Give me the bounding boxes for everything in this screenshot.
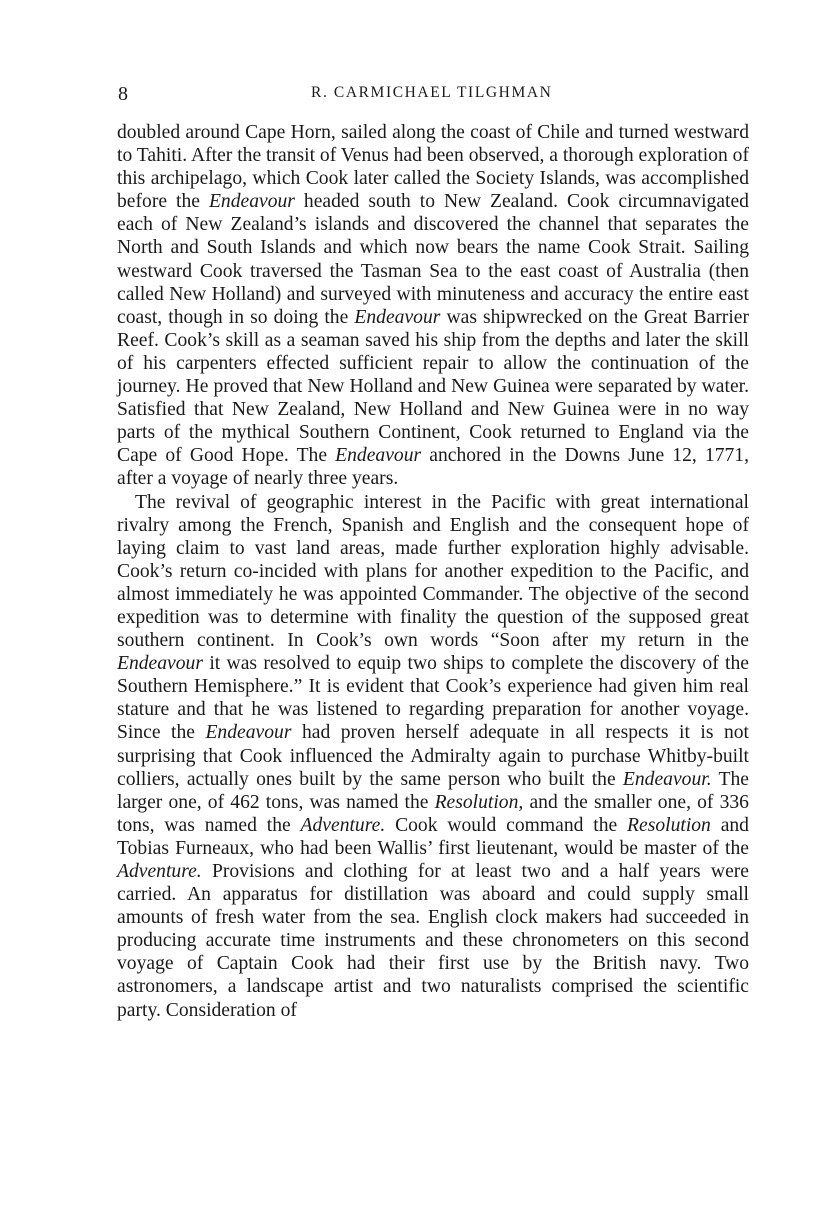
ship-name: Endeavour — [205, 722, 292, 744]
text-run: Provisions and clothing for at least two and a half years were carried. An apparatus for distillation was aboard and could supply small amounts of fresh water from the sea. English clock makers had succeeded in producing accurate time instruments and these chronometers on this second voyage of Captain Cook had their first use by the British navy. Two astronomers, a landscape artist and two naturalists comprised the scientific party. Consideration of — [117, 861, 749, 1021]
text-run: headed south to New Zealand. Cook circumnavigated each of New Zealand’s islands and discovered the channel that separates the North and South Islands and which now bears the name Cook Strait. Sailing westward Cook traversed the Tasman Sea to the east coast of Australia (then called New Holland) and surveyed with minuteness and accuracy the entire east coast, though in so doing the — [117, 191, 749, 328]
ship-name: Resolution — [627, 814, 711, 836]
ship-name: Endeavour — [354, 306, 441, 328]
text-run: The revival of geographic interest in the Pacific with great international rivalry among the French, Spanish and English and the consequent hope of laying claim to vast land areas, made further exploration highly advisable. Cook’s return co-incided with plans for another expedition to the Pacific, and almost immediately he was appointed Commander. The objective of the second expedition was to determine with finality the question of the supposed great southern continent. In Cook’s own words “Soon after my return in the — [117, 491, 749, 652]
ship-name: Adventure. — [300, 814, 386, 836]
running-head — [117, 83, 749, 111]
ship-name: Endeavour — [208, 191, 295, 213]
text-run: and the smaller one, of 336 tons, was named the — [117, 791, 749, 836]
body-text — [117, 121, 749, 1022]
text-run: it was resolved to equip two ships to complete the discovery of the Southern Hemisphere.” It is evident that Cook’s experience had given him real stature and that he was listened to regarding preparation for another voyage. Since the — [117, 653, 749, 744]
ship-name: Endeavour. — [622, 768, 712, 790]
paragraph-2 — [117, 491, 749, 1022]
page-number: 8 — [118, 83, 128, 105]
text-run: was shipwrecked on the Great Barrier Reef. Cook’s skill as a seaman saved his ship from the depths and later the skill of his carpenters effected sufficient repair to allow the continuation of the journey. He proved that New Holland and New Guinea were separated by water. Satisfied that New Zealand, New Holland and New Guinea were in no way parts of the mythical Southern Continent, Cook returned to England via the Cape of Good Hope. The — [117, 306, 749, 467]
ship-name: Endeavour — [335, 445, 422, 467]
ship-name: Resolution, — [434, 791, 524, 813]
ship-name: Endeavour — [117, 653, 203, 675]
text-run: anchored in the Downs June 12, 1771, after a voyage of nearly three years. — [117, 445, 749, 490]
text-run: and Tobias Furneaux, who had been Wallis’ first lieutenant, would be master of the — [117, 814, 749, 859]
page — [117, 83, 749, 1022]
paragraph-1 — [117, 121, 749, 491]
text-run: had proven herself adequate in all respects it is not surprising that Cook influenced the Admiralty again to purchase Whitby-built colliers, actually ones built by the same person who built the — [117, 722, 749, 790]
running-title: R. CARMICHAEL TILGHMAN — [311, 84, 553, 101]
ship-name: Adventure. — [117, 861, 202, 882]
text-run: doubled around Cape Horn, sailed along the coast of Chile and turned westward to Tahiti. After the transit of Venus had been observed, a thorough exploration of this archipelago, which Cook later called the Society Islands, was accomplished before the — [117, 122, 749, 213]
text-run: The larger one, of 462 tons, was named the — [117, 768, 749, 813]
text-run: Cook would command the — [385, 814, 628, 836]
